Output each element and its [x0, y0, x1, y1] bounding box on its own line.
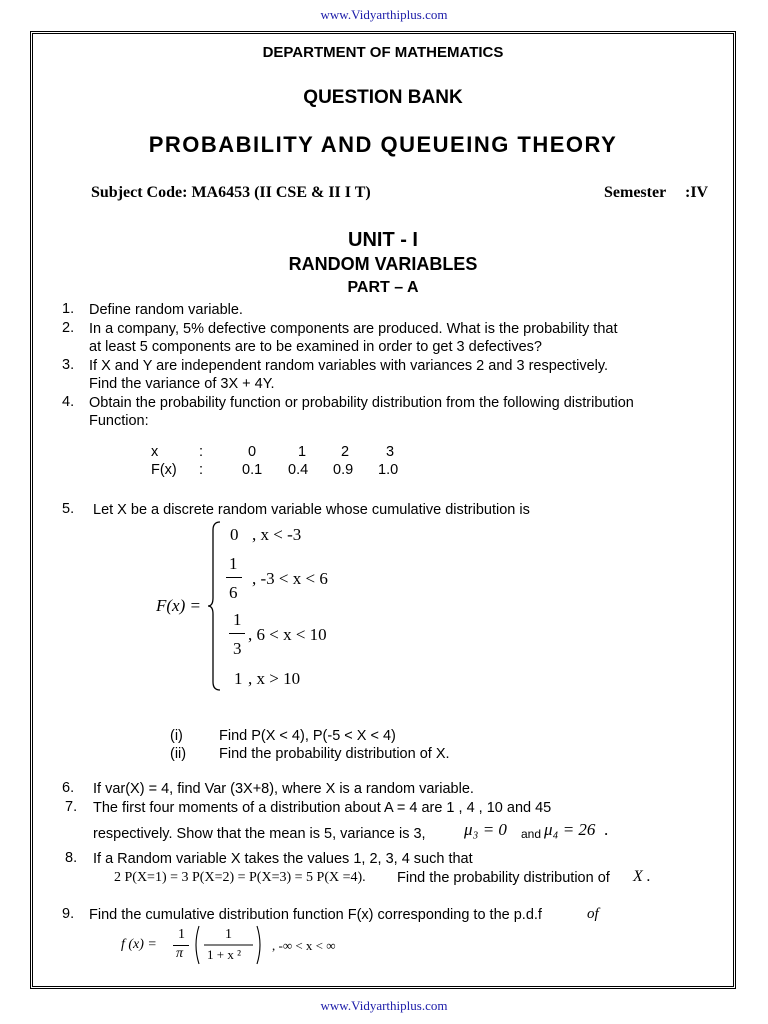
- case-2-numerator: 1: [229, 554, 238, 573]
- case-3-numerator: 1: [233, 610, 242, 629]
- table-cell: 0: [248, 444, 257, 460]
- case-4-condition: , x > 10: [248, 669, 301, 688]
- footer-url[interactable]: www.Vidyarthiplus.com: [320, 998, 448, 1013]
- question-number: 1.: [62, 301, 75, 317]
- and-word: and: [521, 827, 542, 841]
- cdf-lhs: F(x) =: [156, 596, 201, 615]
- fraction-1-numerator: 1: [178, 927, 185, 942]
- case-3-condition: , 6 < x < 10: [248, 625, 327, 644]
- case-3-denominator: 3: [233, 639, 242, 658]
- table-cell: 1: [298, 444, 307, 460]
- of-word: of: [587, 906, 599, 922]
- table-cell: F(x): [151, 462, 177, 478]
- question-7-line-2: respectively. Show that the mean is 5, variance is 3,: [93, 826, 426, 842]
- subpart-text: Find P(X < 4), P(-5 < X < 4): [219, 728, 396, 744]
- department-heading: DEPARTMENT OF MATHEMATICS: [262, 44, 504, 61]
- subpart-label: (ii): [170, 746, 187, 762]
- semester-label: Semester: [604, 184, 667, 201]
- question-4-line-1: Obtain the probability function or probability distribution from the following distribution: [89, 395, 634, 411]
- case-4-value: 1: [234, 669, 243, 688]
- fraction-bar: [229, 633, 245, 634]
- fraction-1-denominator: π: [176, 946, 184, 961]
- question-3-line-1: If X and Y are independent random variables with variances 2 and 3 respectively.: [89, 358, 609, 374]
- question-6-text: If var(X) = 4, find Var (3X+8), where X is a random variable.: [93, 781, 474, 797]
- question-2-line-2: at least 5 components are to be examined in order to get 3 defectives?: [89, 339, 542, 355]
- fraction-2-numerator: 1: [225, 927, 232, 942]
- table-cell: 2: [341, 444, 350, 460]
- question-3-line-2: Find the variance of 3X + 4Y.: [89, 376, 275, 392]
- question-number: 6.: [62, 780, 75, 796]
- table-cell: x: [151, 444, 159, 460]
- case-2-condition: , -3 < x < 6: [252, 569, 328, 588]
- left-brace: [207, 520, 223, 692]
- table-cell: 0.4: [288, 462, 309, 478]
- doc-type-heading: QUESTION BANK: [303, 87, 463, 108]
- table-cell: 1.0: [378, 462, 399, 478]
- subject-code: Subject Code: MA6453 (II CSE & II I T): [91, 184, 371, 201]
- mu4-expression: μ₄ = 26: [544, 820, 596, 839]
- question-8-line-2: Find the probability distribution of: [397, 870, 610, 886]
- unit-heading: UNIT - I: [348, 229, 418, 251]
- pdf-lhs: f (x) =: [121, 937, 157, 952]
- question-number: 4.: [62, 394, 75, 410]
- case-1-condition: , x < -3: [252, 525, 302, 544]
- question-1-text: Define random variable.: [89, 302, 243, 318]
- question-number: 3.: [62, 357, 75, 373]
- question-number: 9.: [62, 906, 75, 922]
- question-5-text: Let X be a discrete random variable whose cumulative distribution is: [93, 502, 530, 518]
- course-title: PROBABILITY AND QUEUEING THEORY: [148, 132, 618, 157]
- fraction-bar: [226, 577, 242, 578]
- part-heading: PART – A: [347, 279, 419, 296]
- case-2-denominator: 6: [229, 583, 238, 602]
- table-cell: 0.1: [242, 462, 263, 478]
- unit-title: RANDOM VARIABLES: [288, 254, 478, 274]
- question-number: 8.: [65, 850, 78, 866]
- question-7-line-1: The first four moments of a distribution about A = 4 are 1 , 4 , 10 and 45: [93, 800, 552, 816]
- question-4-line-2: Function:: [89, 413, 149, 429]
- subpart-text: Find the probability distribution of X.: [219, 746, 450, 762]
- case-1-value: 0: [230, 525, 239, 544]
- fraction-2-denominator: 1 + x ²: [207, 947, 241, 962]
- question-8-line-1: If a Random variable X takes the values 1, 2, 3, 4 such that: [93, 851, 473, 867]
- table-cell: 3: [386, 444, 395, 460]
- table-cell: 0.9: [333, 462, 354, 478]
- variable-x: X .: [633, 868, 651, 885]
- question-number: 2.: [62, 320, 75, 336]
- question-9-text: Find the cumulative distribution function F(x) corresponding to the p.d.f: [89, 907, 542, 923]
- table-cell: :: [199, 462, 204, 478]
- semester-value: :IV: [685, 184, 709, 201]
- pdf-range: , -∞ < x < ∞: [272, 938, 336, 953]
- table-cell: :: [199, 444, 204, 460]
- probability-relation: 2 P(X=1) = 3 P(X=2) = P(X=3) = 5 P(X =4).: [114, 870, 366, 885]
- mu3-expression: μ₃ = 0: [464, 820, 507, 839]
- question-2-line-1: In a company, 5% defective components are produced. What is the probability that: [89, 321, 618, 337]
- header-url[interactable]: www.Vidyarthiplus.com: [320, 7, 448, 22]
- question-number: 5.: [62, 501, 75, 517]
- subpart-label: (i): [170, 728, 183, 744]
- question-number: 7.: [65, 799, 78, 815]
- period: .: [604, 820, 609, 839]
